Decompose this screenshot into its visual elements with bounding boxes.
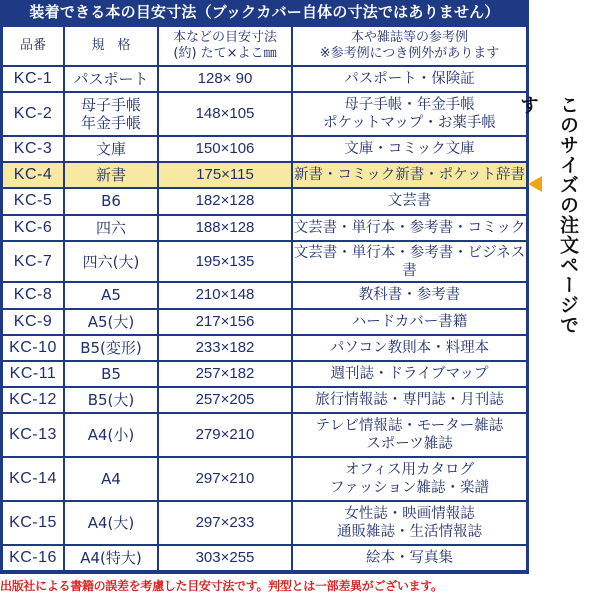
cell-size: 297×210 <box>157 458 291 500</box>
table-row <box>3 388 526 412</box>
cell-size: 297×233 <box>157 502 291 544</box>
table-row <box>3 283 526 307</box>
cell-code: KC-3 <box>3 137 63 161</box>
cell-size: 182×128 <box>157 189 291 213</box>
cell-code: KC-4 <box>3 163 63 187</box>
cell-size: 303×255 <box>157 546 291 570</box>
cell-spec: A4 <box>63 458 157 500</box>
table-row <box>3 216 526 240</box>
cell-code: KC-5 <box>3 189 63 213</box>
cell-spec: A4(大) <box>63 502 157 544</box>
cell-spec: A5 <box>63 283 157 307</box>
cell-examples: 新書・コミック新書・ポケット辞書 <box>291 163 526 187</box>
pointer-arrow-icon <box>528 176 542 192</box>
cell-examples: 旅行情報誌・専門誌・月刊誌 <box>291 388 526 412</box>
cell-code: KC-7 <box>3 242 63 282</box>
table-row <box>3 163 526 187</box>
cell-size: 217×156 <box>157 310 291 334</box>
table-row <box>3 310 526 334</box>
table-row <box>3 242 526 282</box>
cell-spec: 新書 <box>63 163 157 187</box>
header-examples: 本や雑誌等の参考例 ※参考例につき例外があります <box>291 27 526 65</box>
cell-size: 279×210 <box>157 414 291 456</box>
cell-spec: A4(小) <box>63 414 157 456</box>
cell-examples: 文芸書 <box>291 189 526 213</box>
table-row <box>3 414 526 456</box>
table-row <box>3 137 526 161</box>
table-row <box>3 336 526 360</box>
cell-code: KC-6 <box>3 216 63 240</box>
footnote: 出版社による書籍の誤差を考慮した目安寸法です。判型とは一部差異がございます。 <box>0 579 443 593</box>
cell-code: KC-14 <box>3 458 63 500</box>
cell-examples: 女性誌・映画情報誌 通販雑誌・生活情報誌 <box>291 502 526 544</box>
cell-examples: 文庫・コミック文庫 <box>291 137 526 161</box>
cell-code: KC-8 <box>3 283 63 307</box>
table-title: 装着できる本の目安寸法（ブックカバー自体の寸法ではありません） <box>29 3 500 21</box>
cell-examples: 文芸書・単行本・参考書・コミック <box>291 216 526 240</box>
cell-code: KC-9 <box>3 310 63 334</box>
table-row <box>3 189 526 213</box>
cell-size: 175×115 <box>157 163 291 187</box>
cell-spec: 文庫 <box>63 137 157 161</box>
table-row <box>3 458 526 500</box>
cell-examples: 文芸書・単行本・参考書・ビジネス書 <box>291 242 526 282</box>
cell-examples: パソコン教則本・料理本 <box>291 336 526 360</box>
cell-code: KC-10 <box>3 336 63 360</box>
cell-size: 210×148 <box>157 283 291 307</box>
table-row <box>3 93 526 135</box>
cell-spec: パスポート <box>63 67 157 91</box>
cell-examples: 教科書・参考書 <box>291 283 526 307</box>
cell-size: 150×106 <box>157 137 291 161</box>
cell-code: KC-11 <box>3 362 63 386</box>
header-spec: 規 格 <box>63 27 157 65</box>
cell-spec: 四六(大) <box>63 242 157 282</box>
size-table <box>3 25 526 572</box>
side-note: このサイズの注文ページです <box>517 95 579 335</box>
cell-examples: ハードカバー書籍 <box>291 310 526 334</box>
cell-code: KC-12 <box>3 388 63 412</box>
cell-size: 257×205 <box>157 388 291 412</box>
cell-examples: 母子手帳・年金手帳 ポケットマップ・お薬手帳 <box>291 93 526 135</box>
cell-examples: オフィス用カタログ ファッション雑誌・楽譜 <box>291 458 526 500</box>
cell-code: KC-16 <box>3 546 63 570</box>
cell-code: KC-15 <box>3 502 63 544</box>
table-row <box>3 502 526 544</box>
table-row <box>3 546 526 570</box>
cell-code: KC-13 <box>3 414 63 456</box>
cell-size: 188×128 <box>157 216 291 240</box>
cell-size: 128× 90 <box>157 67 291 91</box>
cell-code: KC-2 <box>3 93 63 135</box>
cell-spec: B5(大) <box>63 388 157 412</box>
table-row <box>3 67 526 91</box>
cell-examples: テレビ情報誌・モーター雑誌 スポーツ雑誌 <box>291 414 526 456</box>
cell-code: KC-1 <box>3 67 63 91</box>
cell-spec: B5 <box>63 362 157 386</box>
cell-size: 195×135 <box>157 242 291 282</box>
cell-spec: B5(変形) <box>63 336 157 360</box>
cell-spec: A5(大) <box>63 310 157 334</box>
cell-spec: 四六 <box>63 216 157 240</box>
cell-examples: 週刊誌・ドライブマップ <box>291 362 526 386</box>
header-code: 品番 <box>3 27 63 65</box>
header-size: 本などの目安寸法 (約) たて×よこ㎜ <box>157 27 291 65</box>
cell-size: 148×105 <box>157 93 291 135</box>
table-header-row <box>3 27 526 65</box>
cell-size: 257×182 <box>157 362 291 386</box>
cell-examples: パスポート・保険証 <box>291 67 526 91</box>
cell-spec: B6 <box>63 189 157 213</box>
table-row <box>3 362 526 386</box>
cell-size: 233×182 <box>157 336 291 360</box>
cell-examples: 絵本・写真集 <box>291 546 526 570</box>
cell-spec: A4(特大) <box>63 546 157 570</box>
cell-spec: 母子手帳 年金手帳 <box>63 93 157 135</box>
